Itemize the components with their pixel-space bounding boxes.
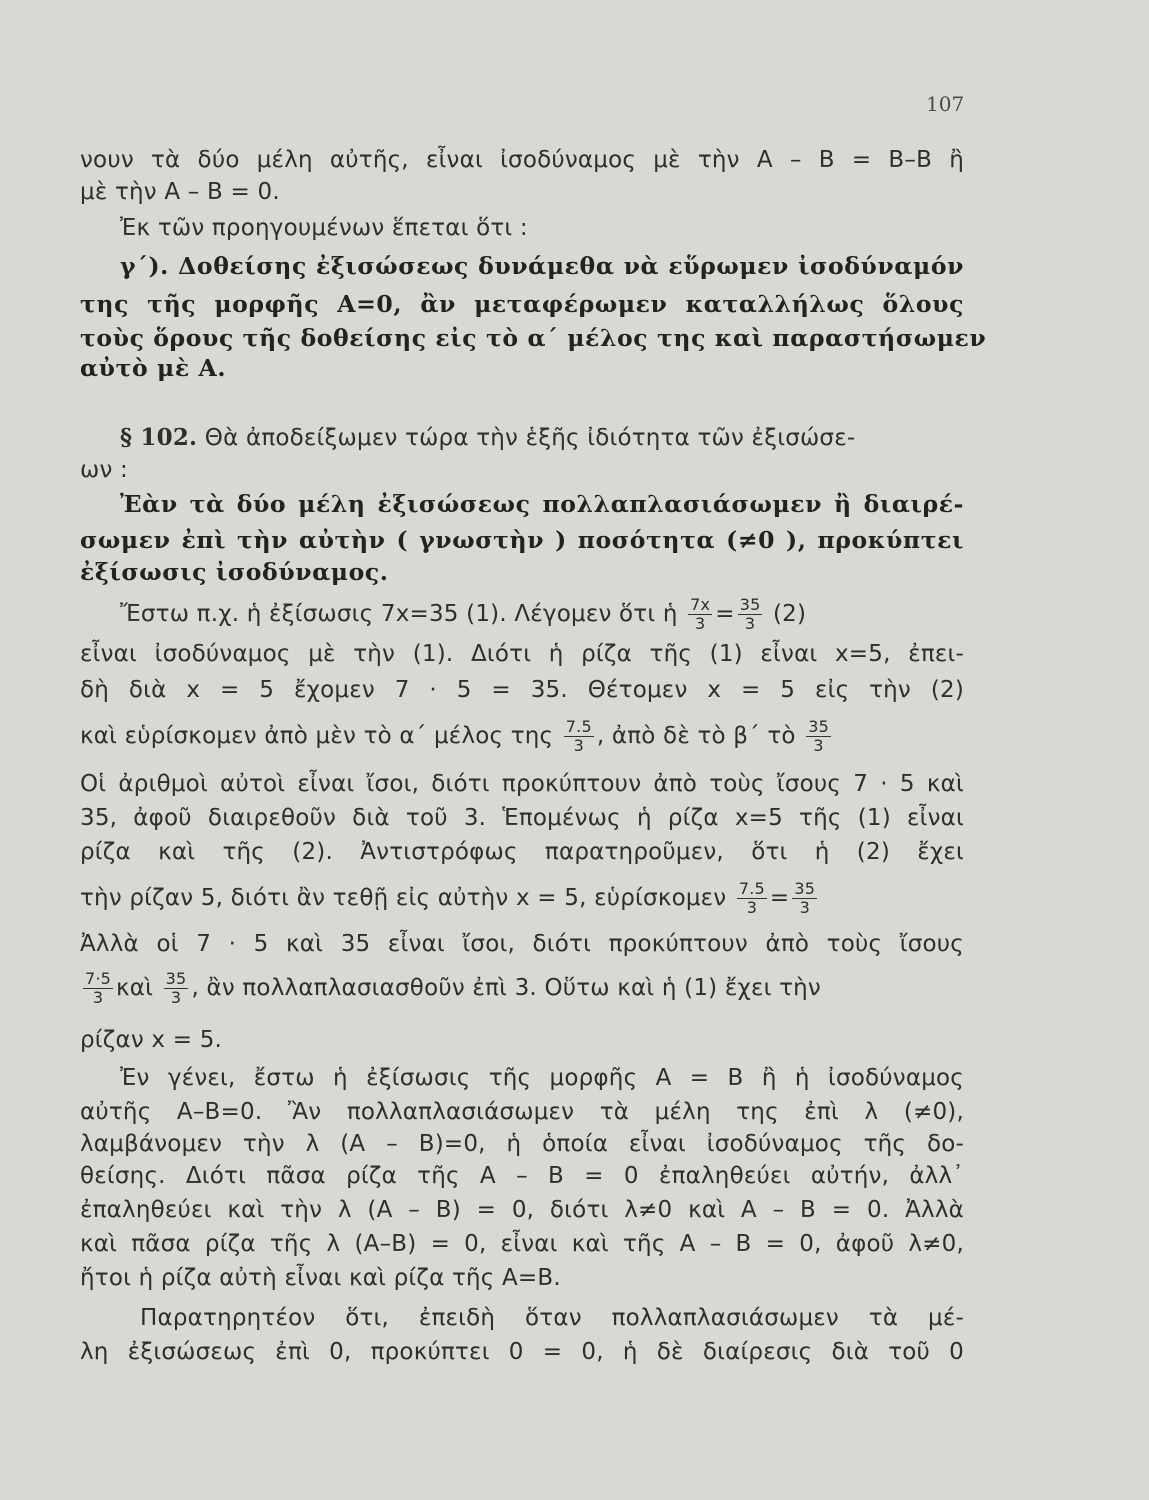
text-line: Ἀλλὰ οἱ 7 · 5 καὶ 35 εἶναι ἴσοι, διότι προκύπτουν ἀπὸ τοὺς ἴσους: [80, 931, 964, 957]
text-line: ων :: [80, 457, 128, 483]
text-line: λη ἐξισώσεως ἐπὶ 0, προκύπτει 0 = 0, ἡ δὲ διαίρεσις διὰ τοῦ 0: [80, 1339, 964, 1365]
fraction: $\frac{7.5}{3}$: [565, 717, 592, 755]
text-line: ρίζα καὶ τῆς (2). Ἀντιστρόφως παρατηροῦμεν, ὅτι ἡ (2) ἔχει: [80, 839, 964, 865]
text-line: Οἱ ἀριθμοὶ αὐτοὶ εἶναι ἴσοι, διότι προκύπτουν ἀπὸ τοὺς ἴσους 7 · 5 καὶ: [80, 771, 964, 797]
page-number: 107: [926, 92, 965, 116]
text-line: αὐτῆς Α–Β=0. Ἂν πολλαπλασιάσωμεν τὰ μέλη της ἐπὶ λ (≠0),: [80, 1099, 964, 1125]
section-number: § 102.: [120, 424, 198, 451]
theorem-line: σωμεν ἐπὶ τὴν αὐτὴν ( γνωστὴν ) ποσότητα (≠0 ), προκύπτει: [80, 526, 964, 554]
text-line: μὲ τὴν Α – Β = 0.: [80, 179, 280, 205]
text-line: καὶ πᾶσα ρίζα τῆς λ (Α–Β) = 0, εἶναι καὶ τῆς Α – Β = 0, ἀφοῦ λ≠0,: [80, 1231, 964, 1257]
text-line: Παρατηρητέον ὅτι, ἐπειδὴ ὅταν πολλαπλασιάσωμεν τὰ μέ-: [140, 1305, 964, 1331]
theorem-line: Ἐὰν τὰ δύο μέλη ἐξισώσεως πολλαπλασιάσωμεν ἢ διαιρέ-: [120, 490, 964, 518]
text-line: λαμβάνομεν τὴν λ (Α – Β)=0, ἡ ὁποία εἶναι ἰσοδύναμος τῆς δο-: [80, 1131, 964, 1157]
theorem-line: ἐξίσωσις ἰσοδύναμος.: [80, 558, 389, 586]
text-line: Ἐκ τῶν προηγουμένων ἕπεται ὅτι :: [120, 215, 528, 241]
text-line: 35, ἀφοῦ διαιρεθοῦν διὰ τοῦ 3. Ἑπομένως ἡ ρίζα x=5 τῆς (1) εἶναι: [80, 805, 964, 831]
rule-line: τοὺς ὅρους τῆς δοθείσης εἰς τὸ α΄ μέλος της καὶ παραστήσωμεν: [80, 324, 987, 352]
fraction: $\frac{35}{3}$: [739, 595, 761, 633]
example-line: $\frac{7\cdot 5}{3}$ καὶ $\frac{35}{3}$ , ἂν πολλαπλασιασθοῦν ἐπὶ 3. Οὕτω καὶ ἡ (1) ἔχει τὴν: [85, 969, 821, 1007]
text-line: ρίζαν x = 5.: [80, 1027, 223, 1053]
text-line: ἐπαληθεύει καὶ τὴν λ (Α – Β) = 0, διότι λ≠0 καὶ Α – Β = 0. Ἀλλὰ: [80, 1197, 964, 1223]
section-text: Θὰ ἀποδείξωμεν τώρα τὴν ἑξῆς ἰδιότητα τῶν ἐξισώσε-: [204, 425, 856, 451]
fraction: $\frac{7.5}{3}$: [738, 879, 765, 917]
text-line: Ἐν γένει, ἔστω ἡ ἐξίσωσις τῆς μορφῆς Α = Β ἢ ἡ ἰσοδύναμος: [120, 1065, 964, 1091]
rule-line: αὐτὸ μὲ Α.: [80, 354, 227, 382]
rule-line: της τῆς μορφῆς Α=0, ἂν μεταφέρωμεν καταλλήλως ὅλους: [80, 290, 964, 318]
fraction: $\frac{7x}{3}$: [690, 595, 711, 633]
fraction: $\frac{35}{3}$: [165, 969, 187, 1007]
section-line: [120, 422, 964, 454]
example-line: Ἔστω π.χ. ἡ ἐξίσωσις 7x=35 (1). Λέγομεν ὅτι ἡ $\frac{7x}{3}$ = $\frac{35}{3}$ (2): [120, 595, 807, 633]
fraction: $\frac{7\cdot 5}{3}$: [85, 969, 112, 1007]
text-line: εἶναι ἰσοδύναμος μὲ τὴν (1). Διότι ἡ ρίζα τῆς (1) εἶναι x=5, ἐπει-: [80, 641, 964, 667]
rule-line: γ΄). Δοθείσης ἐξισώσεως δυνάμεθα νὰ εὕρωμεν ἰσοδύναμόν: [120, 252, 964, 280]
fraction: $\frac{35}{3}$: [794, 879, 816, 917]
text-line: ἤτοι ἡ ρίζα αὐτὴ εἶναι καὶ ρίζα τῆς Α=Β.: [80, 1265, 561, 1291]
example-line: καὶ εὑρίσκομεν ἀπὸ μὲν τὸ α΄ μέλος της $\frac{7.5}{3}$ , ἀπὸ δὲ τὸ β΄ τὸ $\frac{35}{3}$: [80, 717, 829, 755]
fraction: $\frac{35}{3}$: [808, 717, 829, 755]
example-text: Ἔστω π.χ. ἡ ἐξίσωσις 7x=35 (1). Λέγομεν ὅτι ἡ: [120, 601, 678, 627]
text-line: νουν τὰ δύο μέλη αὐτῆς, εἶναι ἰσοδύναμος μὲ τὴν Α – Β = Β–Β ἢ: [80, 147, 964, 173]
text-line: θείσης. Διότι πᾶσα ρίζα τῆς Α – Β = 0 ἐπαληθεύει αὐτήν, ἀλλ᾽: [80, 1163, 964, 1189]
example-line: τὴν ρίζαν 5, διότι ἂν τεθῇ εἰς αὐτὴν x = 5, εὑρίσκομεν $\frac{7.5}{3}$ = $\frac{35}{3}$: [80, 879, 816, 917]
text-line: δὴ διὰ x = 5 ἔχομεν 7 · 5 = 35. Θέτομεν x = 5 εἰς τὴν (2): [80, 677, 964, 703]
